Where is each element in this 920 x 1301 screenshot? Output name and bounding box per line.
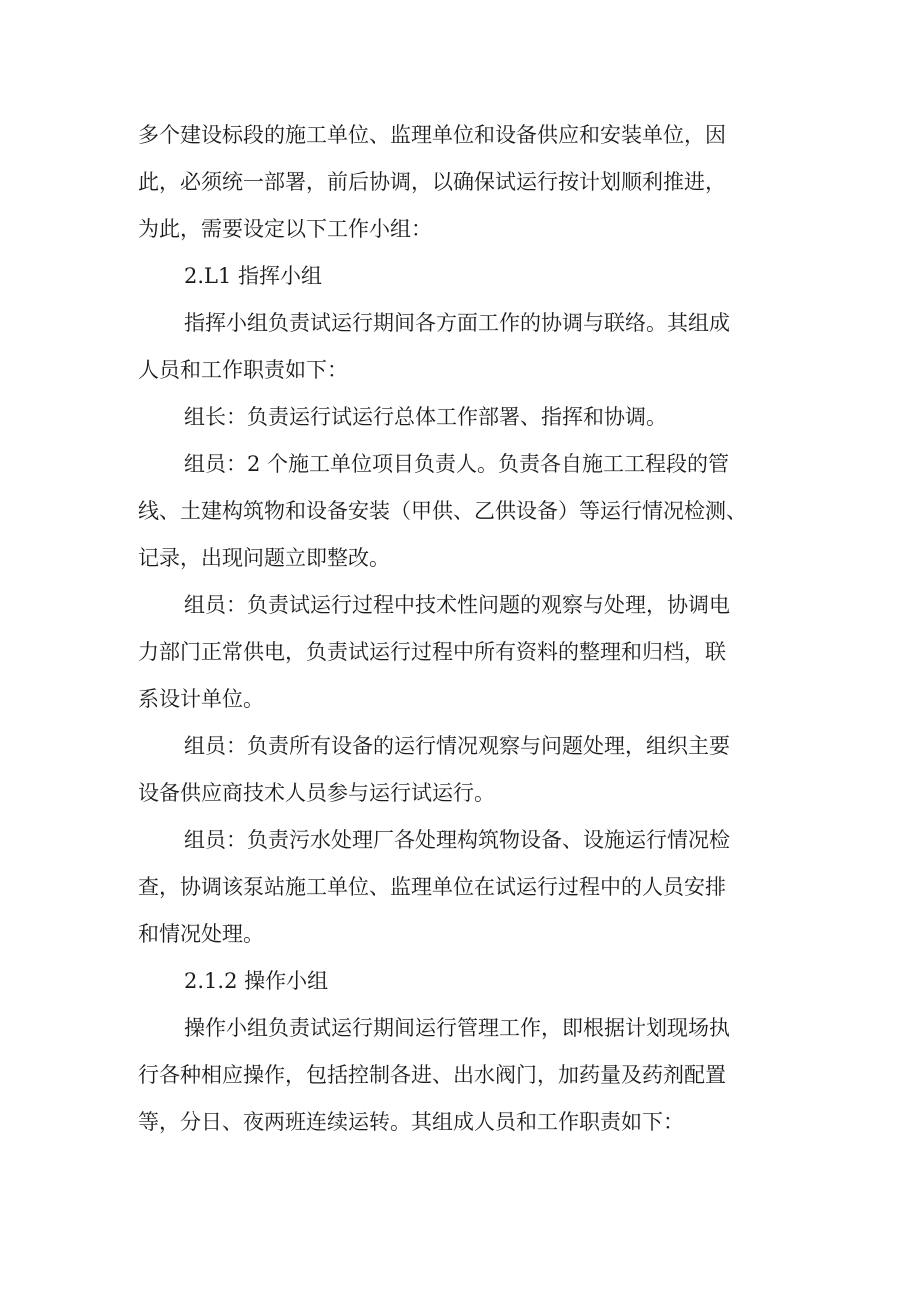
body-line: 行各种相应操作，包括控制各进、出水阀门，加药量及药剂配置	[138, 1063, 726, 1087]
body-line: 等，分日、夜两班连续运转。其组成人员和工作职责如下：	[138, 1110, 684, 1134]
body-line: 系设计单位。	[138, 687, 264, 711]
section-heading-2-1-2: 2.1.2 操作小组	[184, 969, 329, 993]
body-line: 操作小组负责试运行期间运行管理工作，即根据计划现场执	[184, 1016, 730, 1040]
document-page	[138, 112, 784, 1146]
body-line: 多个建设标段的施工单位、监理单位和设备供应和安装单位，因	[138, 123, 726, 147]
body-line: 组员：负责所有设备的运行情况观察与问题处理，组织主要	[184, 734, 730, 758]
body-line: 查，协调该泵站施工单位、监理单位在试运行过程中的人员安排	[138, 875, 726, 899]
body-line: 为此，需要设定以下工作小组：	[138, 217, 432, 241]
body-line: 组员：负责试运行过程中技术性问题的观察与处理，协调电	[184, 593, 730, 617]
body-line: 指挥小组负责试运行期间各方面工作的协调与联络。其组成	[184, 311, 730, 335]
body-line: 人员和工作职责如下：	[138, 358, 348, 382]
body-line: 组长：负责运行试运行总体工作部署、指挥和协调。	[184, 405, 667, 429]
body-line: 组员：负责污水处理厂各处理构筑物设备、设施运行情况检	[184, 828, 730, 852]
body-line: 记录，出现问题立即整改。	[138, 546, 390, 570]
section-heading-2-1-1: 2.L1 指挥小组	[184, 264, 323, 288]
body-line: 设备供应商技术人员参与运行试运行。	[138, 781, 495, 805]
body-line: 组员：2 个施工单位项目负责人。负责各自施工工程段的管	[184, 452, 730, 476]
body-line: 力部门正常供电，负责试运行过程中所有资料的整理和归档，联	[138, 640, 726, 664]
body-line: 和情况处理。	[138, 922, 264, 946]
body-line: 此，必须统一部署，前后协调，以确保试运行按计划顺利推进，	[138, 170, 726, 194]
body-line: 线、土建构筑物和设备安装（甲供、乙供设备）等运行情况检测、	[138, 499, 747, 523]
